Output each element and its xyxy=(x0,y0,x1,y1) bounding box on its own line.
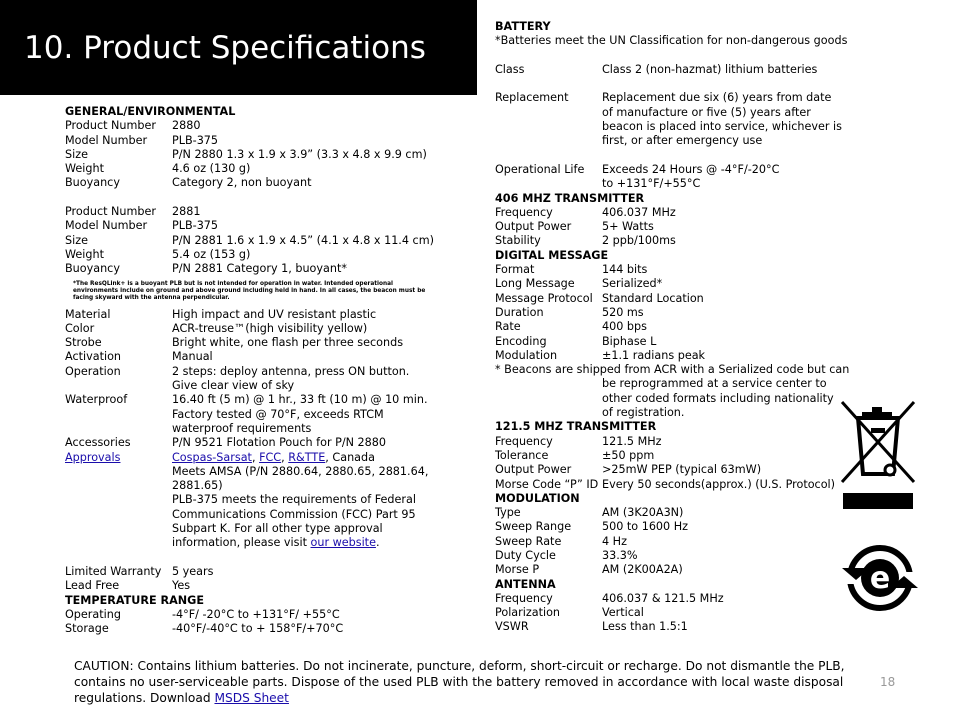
spec-row xyxy=(495,606,845,620)
battery-class-row: Class Class 2 (non-hazmat) lithium batteries xyxy=(495,62,818,76)
spec-label: Model Number xyxy=(65,133,148,147)
spec-row xyxy=(65,248,435,262)
msds-sheet-link[interactable]: MSDS Sheet xyxy=(214,691,289,706)
general-rows-c xyxy=(65,308,435,451)
spec-value: Serialized* xyxy=(602,277,663,291)
spec-row xyxy=(495,463,845,477)
amsa-text: Meets AMSA (P/N 2880.64, 2880.65, 2881.64, 2881.65) xyxy=(172,464,429,493)
spec-row xyxy=(65,176,435,190)
e-recycle-icon xyxy=(840,538,920,618)
spec-label: Storage xyxy=(65,622,109,636)
spec-label: Size xyxy=(65,233,88,247)
left-column xyxy=(65,105,435,636)
spec-label: Rate xyxy=(495,320,521,334)
spec-row xyxy=(65,336,435,350)
spec-value: P/N 9521 Flotation Pouch for P/N 2880 xyxy=(172,436,387,450)
spec-label: Frequency xyxy=(495,591,553,605)
spec-label: Frequency xyxy=(495,205,553,219)
spec-row xyxy=(495,449,845,463)
page-number: 18 xyxy=(880,675,896,689)
spec-value: Less than 1.5:1 xyxy=(602,620,688,634)
spec-row xyxy=(65,393,435,436)
spec-row xyxy=(495,478,845,492)
spec-label: Weight xyxy=(65,162,104,176)
temperature-heading: TEMPERATURE RANGE xyxy=(65,593,204,607)
spec-value: Manual xyxy=(172,350,213,364)
spec-label: Activation xyxy=(65,350,122,364)
spec-row xyxy=(65,119,435,133)
antenna-rows xyxy=(495,592,845,635)
spec-label: Long Message xyxy=(495,277,575,291)
general-rows-d xyxy=(65,565,435,594)
spec-row xyxy=(495,435,845,449)
general-rows-a xyxy=(65,119,435,190)
approvals-link[interactable]: Approvals xyxy=(65,450,121,464)
spec-label: Frequency xyxy=(495,434,553,448)
spec-row xyxy=(495,506,845,520)
spec-row xyxy=(65,622,435,636)
spec-value: Category 2, non buoyant xyxy=(172,176,312,190)
spec-label: Operating xyxy=(65,607,121,621)
spec-row xyxy=(65,148,435,162)
spec-row xyxy=(495,520,845,534)
fcc-text: PLB-375 meets the requirements of Federal Communications Commission (FCC) Part 95 Subpart K. For all other type approval information, please visit our website. xyxy=(172,493,416,550)
spec-row xyxy=(495,306,845,320)
spec-value: 4 Hz xyxy=(602,534,627,548)
spec-row xyxy=(495,592,845,606)
spec-label: Model Number xyxy=(65,219,148,233)
digital-heading: DIGITAL MESSAGE xyxy=(495,248,609,262)
spec-value: 144 bits xyxy=(602,263,648,277)
spec-label: Output Power xyxy=(495,220,572,234)
spec-label: Message Protocol xyxy=(495,291,593,305)
tx406-rows xyxy=(495,206,845,249)
spec-label: VSWR xyxy=(495,620,529,634)
spec-row xyxy=(495,220,845,234)
spec-value: Biphase L xyxy=(602,334,657,348)
fcc-link[interactable]: FCC xyxy=(259,450,282,464)
spec-label: Product Number xyxy=(65,205,156,219)
our-website-link[interactable]: our website xyxy=(310,536,376,550)
spec-row xyxy=(495,263,845,277)
spec-value: 16.40 ft (5 m) @ 1 hr., 33 ft (10 m) @ 10 min. Factory tested @ 70°F, exceeds RTCM waterproof requirements xyxy=(172,393,428,435)
spec-row xyxy=(65,219,435,233)
spec-row xyxy=(65,162,435,176)
buoyancy-footnote: *The ResQLink+ is a buoyant PLB but is not intended for operation in water. Intended operational environments include on ground and above ground including held in hand. In all cases, the beacon must be facing skyward with the antenna perpendicular. xyxy=(73,280,426,301)
spec-value: 406.037 MHz xyxy=(602,205,676,219)
spec-value: 500 to 1600 Hz xyxy=(602,520,689,534)
spec-row xyxy=(65,134,435,148)
spec-value: ±1.1 radians peak xyxy=(602,348,706,362)
spec-label: Stability xyxy=(495,234,541,248)
spec-label: Duty Cycle xyxy=(495,548,556,562)
spec-value: Every 50 seconds(approx.) (U.S. Protocol) xyxy=(602,477,836,491)
spec-label: Polarization xyxy=(495,606,561,620)
spec-value: 33.3% xyxy=(602,548,638,562)
digital-note-start: * Beacons are shipped from ACR with a Serialized code but can xyxy=(495,363,850,377)
spec-label: Duration xyxy=(495,305,544,319)
right-column xyxy=(495,20,850,635)
spec-row xyxy=(65,365,435,394)
spec-label: Size xyxy=(65,147,88,161)
spec-row xyxy=(495,206,845,220)
spec-label: Weight xyxy=(65,247,104,261)
spec-row xyxy=(65,579,435,593)
spec-label: Buoyancy xyxy=(65,262,120,276)
spec-row xyxy=(65,350,435,364)
title-bar xyxy=(0,0,477,95)
spec-value: 121.5 MHz xyxy=(602,434,662,448)
spec-row xyxy=(495,349,845,363)
spec-value: AM (2K00A2A) xyxy=(602,563,683,577)
spec-value: P/N 2881 Category 1, buoyant* xyxy=(172,262,347,276)
cospas-sarsat-link[interactable]: Cospas-Sarsat xyxy=(172,450,252,464)
modulation-rows xyxy=(495,506,845,577)
spec-value: AM (3K20A3N) xyxy=(602,506,684,520)
spec-value: High impact and UV resistant plastic xyxy=(172,307,377,321)
spec-value: >25mW PEP (typical 63mW) xyxy=(602,463,762,477)
battery-note: *Batteries meet the UN Classification for non-dangerous goods xyxy=(495,34,848,48)
digital-rows xyxy=(495,263,845,363)
spec-value: 2880 xyxy=(172,119,201,133)
spec-row xyxy=(495,549,845,563)
spec-row xyxy=(495,620,845,634)
spec-value: PLB-375 xyxy=(172,219,219,233)
spec-label: Encoding xyxy=(495,334,547,348)
spec-value: 2881 xyxy=(172,205,201,219)
battery-heading: BATTERY xyxy=(495,20,551,33)
spec-value: Vertical xyxy=(602,606,644,620)
spec-value: Standard Location xyxy=(602,291,704,305)
spec-value: 520 ms xyxy=(602,305,644,319)
spec-value: 4.6 oz (130 g) xyxy=(172,162,251,176)
spec-label: Sweep Rate xyxy=(495,534,562,548)
approvals-row: Approvals Cospas-Sarsat, FCC, R&TTE, Canada xyxy=(65,450,375,464)
spec-row xyxy=(495,335,845,349)
spec-label: Type xyxy=(495,506,521,520)
rtte-link[interactable]: R&TTE xyxy=(288,450,326,464)
spec-row xyxy=(495,277,845,291)
general-heading: GENERAL/ENVIRONMENTAL xyxy=(65,105,236,118)
spec-row xyxy=(65,322,435,336)
spec-row xyxy=(65,436,435,450)
general-rows-b xyxy=(65,205,435,276)
caution-text: CAUTION: Contains lithium batteries. Do not incinerate, puncture, deform, short-circuit or recharge. Do not dismantle the PLB, contains no user-serviceable parts. Dispose of the used PLB with the battery removed in accordance with local waste disposal regulations. Download MSDS Sheet xyxy=(74,659,845,706)
page-title: 10. Product Specifications xyxy=(24,30,426,66)
spec-value: ±50 ppm xyxy=(602,448,655,462)
spec-label: Lead Free xyxy=(65,579,120,593)
spec-row xyxy=(65,262,435,276)
antenna-heading: ANTENNA xyxy=(495,577,556,591)
spec-value: 2 ppb/100ms xyxy=(602,234,676,248)
tx406-heading: 406 MHZ TRANSMITTER xyxy=(495,191,645,205)
spec-label: Product Number xyxy=(65,119,156,133)
spec-row xyxy=(65,205,435,219)
crossed-out-bin-icon xyxy=(838,398,918,510)
battery-replacement-row: Replacement Replacement due six (6) years from date of manufacture or five (5) years after beacon is placed into service, whichever is first, or after emergency use xyxy=(495,91,842,148)
spec-row xyxy=(495,535,845,549)
spec-value: 5.4 oz (153 g) xyxy=(172,247,251,261)
digital-note-rest: be reprogrammed at a service center to other coded formats including nationality of registration. xyxy=(602,377,834,420)
spec-value: Bright white, one flash per three seconds xyxy=(172,336,404,350)
spec-label: Operation xyxy=(65,364,121,378)
spec-row xyxy=(65,565,435,579)
spec-row xyxy=(495,292,845,306)
spec-row xyxy=(65,234,435,248)
spec-row xyxy=(495,234,845,248)
spec-row xyxy=(65,608,435,622)
spec-label: Accessories xyxy=(65,436,131,450)
spec-label: Limited Warranty xyxy=(65,564,162,578)
spec-label: Strobe xyxy=(65,336,102,350)
spec-label: Buoyancy xyxy=(65,176,120,190)
spec-value: PLB-375 xyxy=(172,133,219,147)
spec-value: -40°F/-40°C to + 158°F/+70°C xyxy=(172,622,344,636)
spec-label: Tolerance xyxy=(495,448,549,462)
spec-value: 406.037 & 121.5 MHz xyxy=(602,591,724,605)
spec-label: Sweep Range xyxy=(495,520,572,534)
spec-value: P/N 2881 1.6 x 1.9 x 4.5” (4.1 x 4.8 x 11.4 cm) xyxy=(172,233,434,247)
modulation-heading: MODULATION xyxy=(495,491,580,505)
spec-value: -4°F/ -20°C to +131°F/ +55°C xyxy=(172,607,340,621)
spec-value: ACR-treuse™(high visibility yellow) xyxy=(172,321,368,335)
spec-value: 5 years xyxy=(172,564,214,578)
spec-label: Output Power xyxy=(495,463,572,477)
spec-value: 5+ Watts xyxy=(602,220,654,234)
spec-row xyxy=(65,308,435,322)
spec-value: 2 steps: deploy antenna, press ON button. Give clear view of sky xyxy=(172,364,410,393)
spec-value: 400 bps xyxy=(602,320,647,334)
spec-label: Morse P xyxy=(495,563,540,577)
tx121-rows xyxy=(495,435,845,492)
spec-row xyxy=(495,563,845,577)
spec-label: Material xyxy=(65,307,111,321)
battery-life-row: Operational Life Exceeds 24 Hours @ -4°F/-20°C to +131°F/+55°C xyxy=(495,162,780,191)
svg-text:e: e xyxy=(869,561,891,596)
spec-label: Waterproof xyxy=(65,393,128,407)
spec-value: P/N 2880 1.3 x 1.9 x 3.9” (3.3 x 4.8 x 9.9 cm) xyxy=(172,147,427,161)
spec-label: Modulation xyxy=(495,348,558,362)
spec-label: Format xyxy=(495,263,535,277)
tx121-heading: 121.5 MHZ TRANSMITTER xyxy=(495,420,657,434)
temperature-rows xyxy=(65,608,435,637)
spec-row xyxy=(495,320,845,334)
spec-value: Yes xyxy=(172,579,191,593)
spec-label: Morse Code “P” ID xyxy=(495,477,599,491)
spec-label: Color xyxy=(65,321,95,335)
